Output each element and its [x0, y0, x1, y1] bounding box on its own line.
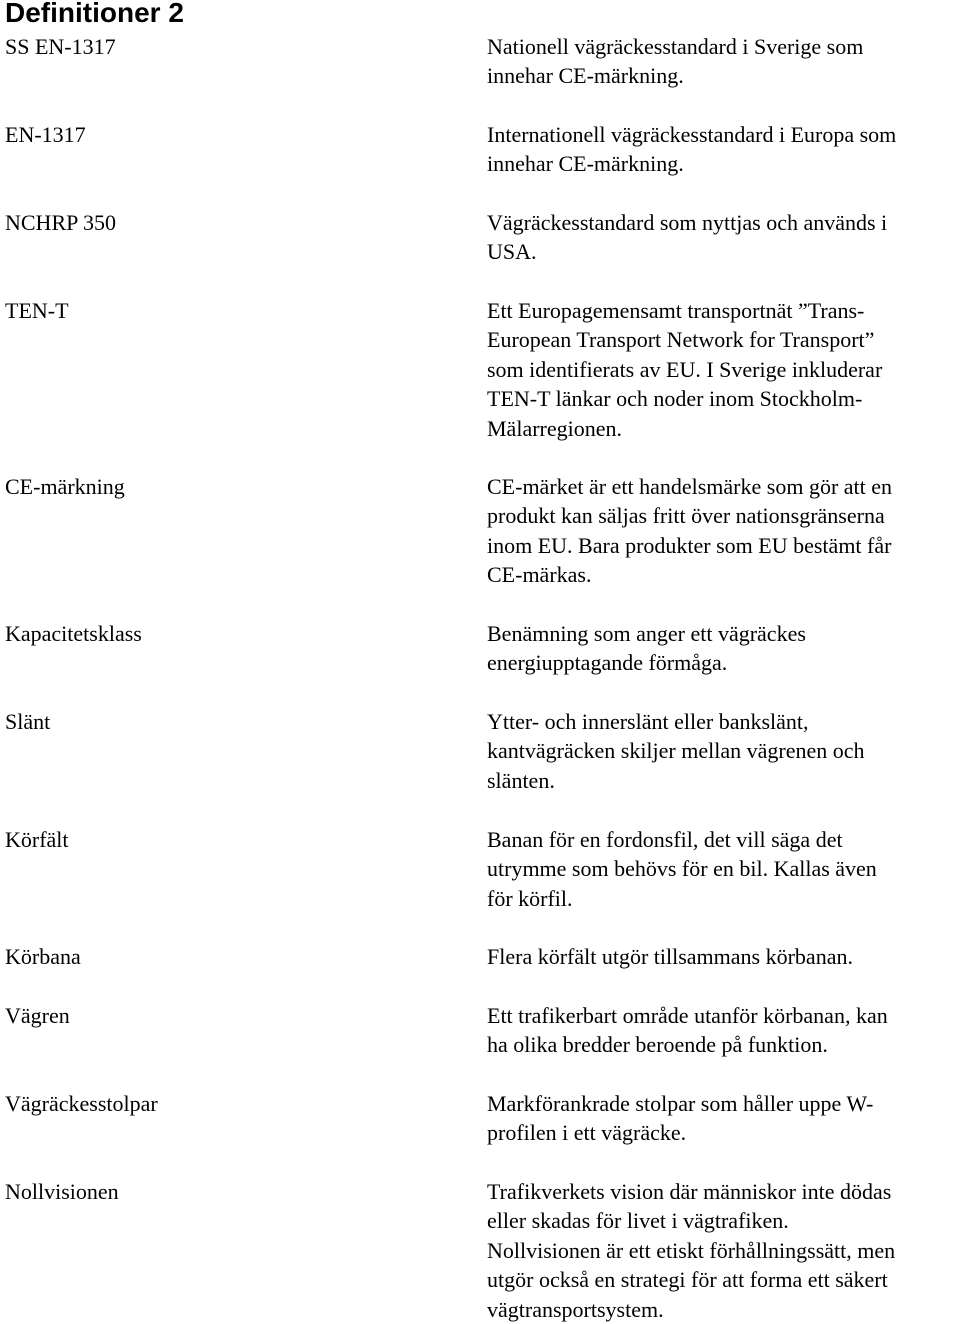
definition-slant: Ytter- och innerslänt eller bankslänt, kantvägräcken skiljer mellan vägrenen och slänten. [487, 709, 865, 793]
definition-ce-markning: CE-märket är ett handelsmärke som gör att en produkt kan säljas fritt över nationsgränserna inom EU. Bara produkter som EU bestämt får CE-märkas. [487, 474, 893, 588]
definition-ss-en-1317: Nationell vägräckesstandard i Sverige som innehar CE-märkning. [487, 34, 864, 89]
term-vagrackesstolpar: Vägräckesstolpar [5, 1091, 158, 1116]
term-ss-en-1317: SS EN-1317 [5, 34, 116, 59]
page-title: Definitioner 2 [5, 0, 184, 28]
term-kapacitetsklass: Kapacitetsklass [5, 621, 142, 646]
term-nchrp-350: NCHRP 350 [5, 210, 117, 235]
term-slant: Slänt [5, 709, 51, 734]
definition-vagren: Ett trafikerbart område utanför körbanan, kan ha olika bredder beroende på funktion. [487, 1003, 888, 1058]
term-en-1317: EN-1317 [5, 122, 86, 147]
definition-korfalt: Banan för en fordonsfil, det vill säga det utrymme som behövs för en bil. Kallas även för körfil. [487, 827, 877, 911]
term-vagren: Vägren [5, 1003, 70, 1028]
term-nollvisionen: Nollvisionen [5, 1179, 119, 1204]
term-korbana: Körbana [5, 944, 81, 969]
definition-vagrackesstolpar: Markförankrade stolpar som håller uppe W- profilen i ett vägräcke. [487, 1091, 874, 1146]
definition-nollvisionen: Trafikverkets vision där människor inte dödas eller skadas för livet i vägtrafiken. Nollvisionen är ett etiskt förhållningssätt, men utgör också en strategi för att forma ett säkert vägtransportsystem. [487, 1179, 896, 1322]
term-ten-t: TEN-T [5, 298, 69, 323]
term-ce-markning: CE-märkning [5, 474, 125, 499]
term-korfalt: Körfält [5, 827, 69, 852]
definition-ten-t: Ett Europagemensamt transportnät ”Trans- European Transport Network for Transport” som identifierats av EU. I Sverige inkluderar TEN-T länkar och noder inom Stockholm- Mälarregionen. [487, 298, 883, 441]
definition-nchrp-350: Vägräckesstandard som nyttjas och används i USA. [487, 210, 888, 265]
definition-kapacitetsklass: Benämning som anger ett vägräckes energiupptagande förmåga. [487, 621, 806, 676]
definition-en-1317: Internationell vägräckesstandard i Europa som innehar CE-märkning. [487, 122, 897, 177]
definition-korbana: Flera körfält utgör tillsammans körbanan. [487, 944, 853, 969]
